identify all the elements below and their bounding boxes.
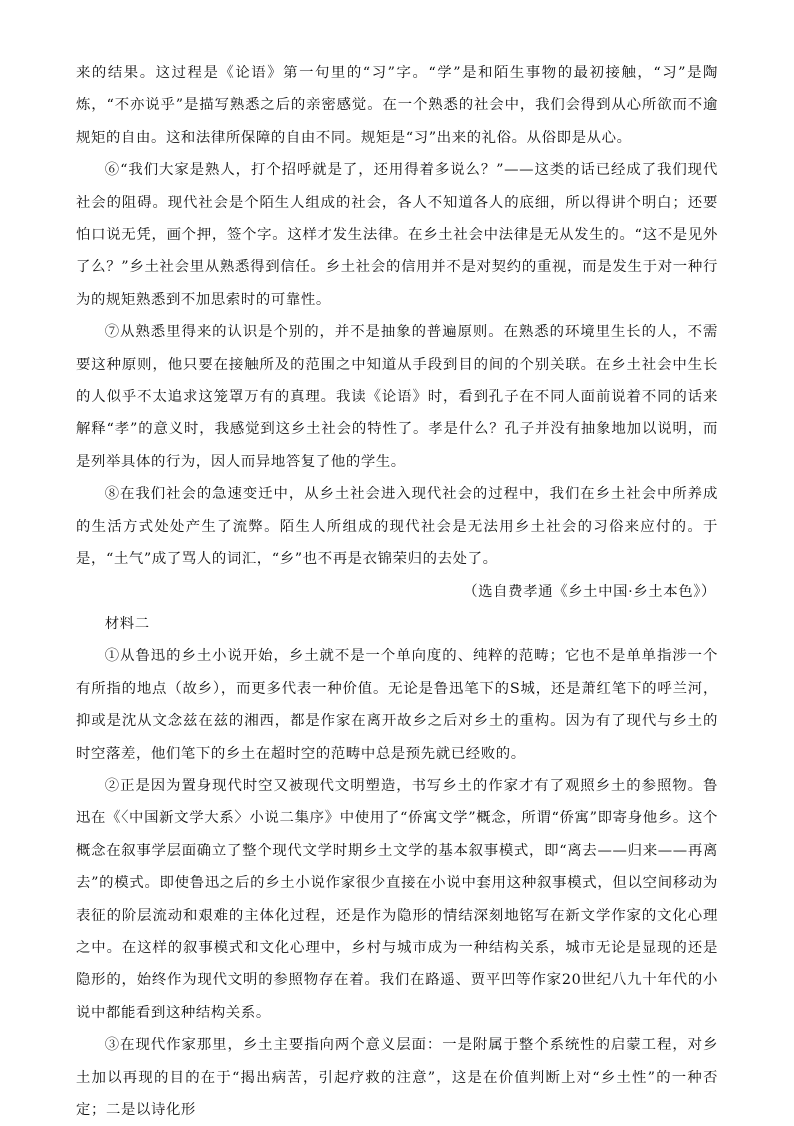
material-two-paragraph-2: ②正是因为置身现代时空又被现代文明塑造，书写乡土的作家才有了观照乡土的参照物。鲁迅在《〈中国新文学大系〉小说二集序》中使用了“侨寓文学”概念，所谓“侨寓”即寄身他乡。这个概念在叙事学层面确立了整个现代文学时期乡土文学的基本叙事模式，即“离去——归来——再离去”的模式。即使鲁迅之后的乡土小说作家很少直接在小说中套用这种叙事模式，但以空间移动为表征的阶层流动和艰难的主体化过程，还是作为隐形的情结深刻地铭写在新文学作家的文化心理之中。在这样的叙事模式和文化心理中，乡村与城市成为一种结构关系，城市无论是显现的还是隐形的，始终作为现代文明的参照物存在着。我们在路遥、贾平凹等作家20世纪八九十年代的小说中都能看到这种结构关系。: [76, 777, 718, 1021]
paragraph-8: ⑧在我们社会的急速变迁中，从乡土社会进入现代社会的过程中，我们在乡土社会中所养成的生活方式处处产生了流弊。陌生人所组成的现代社会是无法用乡土社会的习俗来应付的。于是，“土气”成了骂人的词汇，“乡”也不再是衣锦荣归的去处了。: [76, 486, 718, 568]
material-two-paragraph-3: ③在现代作家那里，乡土主要指向两个意义层面：一是附属于整个系统性的启蒙工程，对乡土加以再现的目的在于“揭出病苦，引起疗救的注意”，这是在价值判断上对“乡土性”的一种否定；二是以诗化形: [76, 1037, 718, 1118]
paragraph-7: ⑦从熟悉里得来的认识是个别的，并不是抽象的普遍原则。在熟悉的环境里生长的人，不需要这种原则，他只要在接触所及的范围之中知道从手段到目的间的个别关联。在乡土社会中生长的人似乎不太追求这笼罩万有的真理。我读《论语》时，看到孔子在不同人面前说着不同的话来解释“孝”的意义时，我感觉到这乡土社会的特性了。孝是什么？孔子并没有抽象地加以说明，而是列举具体的行为，因人而异地答复了他的学生。: [76, 324, 718, 470]
source-citation: （选自费孝通《乡土中国·乡土本色》）: [463, 583, 716, 600]
paragraph-continuation: 来的结果。这过程是《论语》第一句里的“习”字。“学”是和陌生事物的最初接触，“习”是陶炼，“不亦说乎”是描写熟悉之后的亲密感觉。在一个熟悉的社会中，我们会得到从心所欲而不逾规矩的自由。这和法律所保障的自由不同。规矩是“习”出来的礼俗。从俗即是从心。: [76, 65, 718, 146]
material-two-paragraph-1: ①从鲁迅的乡土小说开始，乡土就不是一个单向度的、纯粹的范畴；它也不是单单指涉一个有所指的地点（故乡），而更多代表一种价值。无论是鲁迅笔下的S城，还是萧红笔下的呼兰河，抑或是沈从文念兹在兹的湘西，都是作家在离开故乡之后对乡土的重构。因为有了现代与乡土的时空落差，他们笔下的乡土在超时空的范畴中总是预先就已经败的。: [76, 648, 718, 762]
document-page: [76, 57, 718, 1126]
material-two-heading: 材料二: [104, 615, 150, 632]
paragraph-6: ⑥“我们大家是熟人，打个招呼就是了，还用得着多说么？”——这类的话已经成了我们现代社会的阻碍。现代社会是个陌生人组成的社会，各人不知道各人的底细，所以得讲个明白；还要怕口说无凭，画个押，签个字。这样才发生法律。在乡土社会中法律是无从发生的。“这不是见外了么？”乡土社会里从熟悉得到信任。乡土社会的信用并不是对契约的重视，而是发生于对一种行为的规矩熟悉到不加思索时的可靠性。: [76, 162, 718, 308]
